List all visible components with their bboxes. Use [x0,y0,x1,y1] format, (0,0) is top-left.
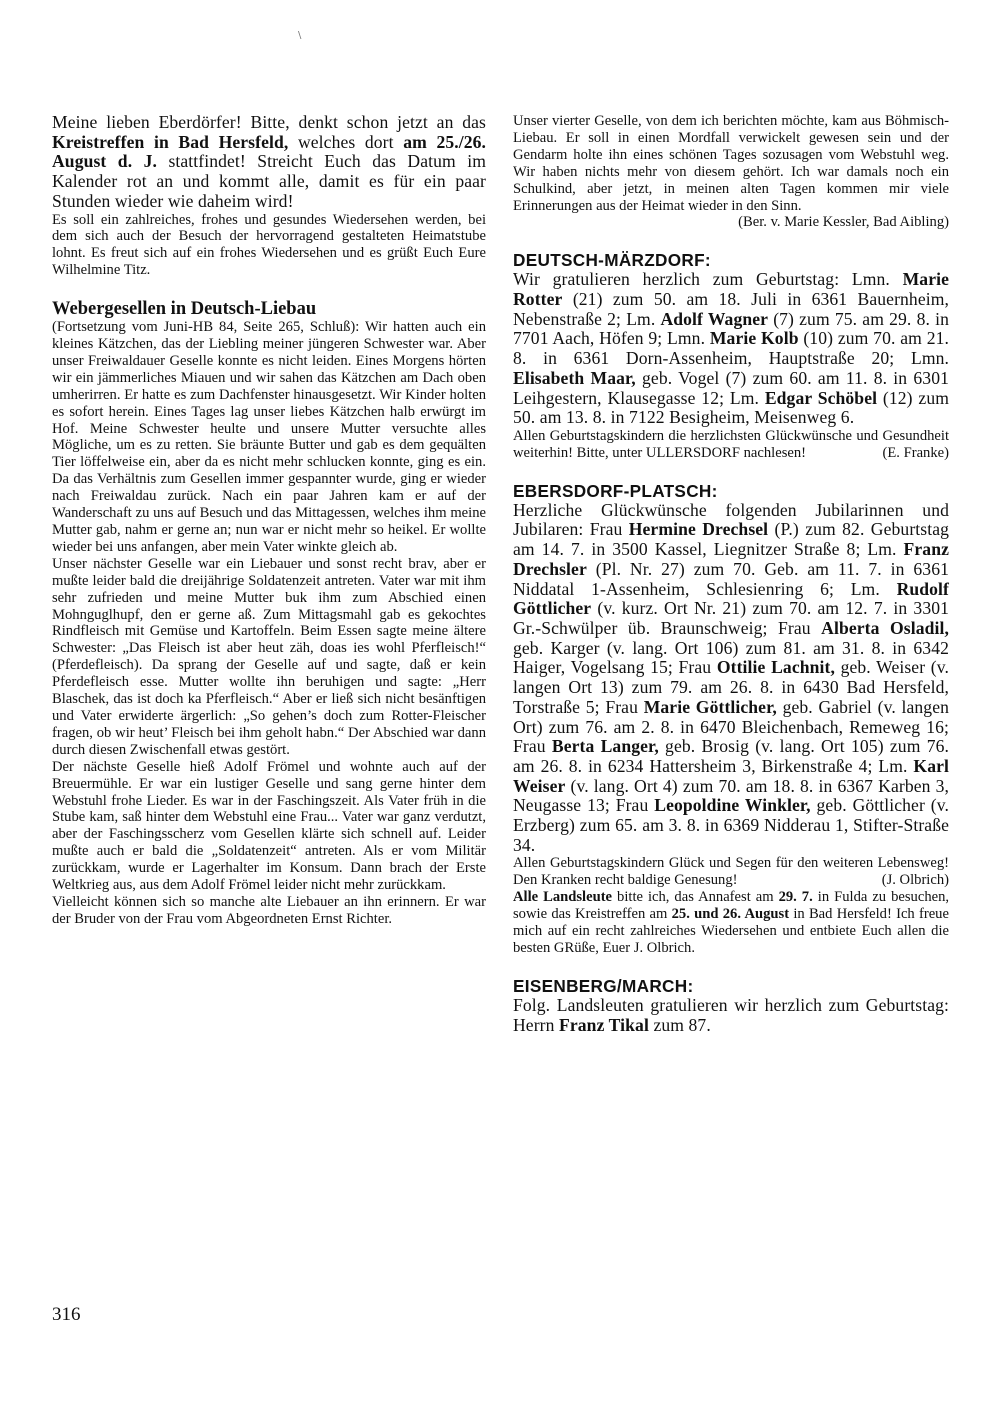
story-paragraph-4: Vielleicht können sich so manche alte Liebauer an ihn erinnern. Er war der Bruder von der Frau vom Abgeordneten Ernst Richter. [52,893,486,927]
deutsch-maerzdorf-heading: DEUTSCH-MÄRZDORF: [513,250,711,271]
left-column [52,113,486,928]
story-paragraph-2: Unser nächster Geselle war ein Liebauer und sonst recht brav, aber er mußte leider bald die dreijährige Soldatenzeit antreten. Vater war mit ihm sehr zufrieden und meine Mutter buk ihm zum Abschied einen Mohnguglhupf, den er gerne aß. Zum Mittagsmahl gab es gekochtes Rindfleisch mit Gemüse und Kartoffeln. Beim Essen sagte meine ältere Schwester: „Das Fleisch ist aber heut zäh, doas ies wohl Pferfleisch!“ (Pferdefleisch). Da sprang der Geselle auf und sagte, daß er kein Pferdefleisch esse. Mutter wollte ihn beruhigen und sagte: „Herr Blaschek, das ist doch ka Pferfleisch.“ Aber er ließ sich nicht besänftigen und Vater erwiderte ärgerlich: „So gehen’s doch zum Rotter-Fleischer fragen, ob wir heut’ Fleisch bei ihm geholt habn.“ Der Abschied war dann durch diesen Zwischenfall etwas gestört. [52,555,486,758]
eisenberg-march-birthdays: Folg. Landsleuten gratulieren wir herzlich zum Geburtstag: Herrn Franz Tikal zum 87. [513,994,949,1035]
story-paragraph-1: (Fortsetzung vom Juni-HB 84, Seite 265, Schluß): Wir hatten auch ein kleines Kätzchen, das der Liebling meiner jüngeren Schwester war. Aber unser Freiwaldauer Geselle konnte es nicht leiden. Eines Morgens hörten wir ein jämmerliches Miauen und wir sahen das Kätzchen am Dach oben umherirren. Er hatte es zum Dachfenster hinausgesetzt. Wir Kinder holten es sofort herein. Eines Tages lag unser liebes Kätzchen halb erwürgt im Hof. Meine Schwester heulte und unsere Mutter versuchte alles Mögliche, um es zu retten. Sie bräunte Butter und gab es dem gequälten Tier löffelweise ein, aber da es nicht mehr schlucken konnte, ging es ein. Da das Verhältnis zum Gesellen immer gespannter wurde, ging er wieder nach Freiwaldau zurück. Nach ein paar Jahren kam er auf der Wanderschaft zu uns auf Besuch und das Mittagessen, welches ihm meine Mutter gab, nahm er gerne an; nun war er nicht mehr so heikel. Er wollte wieder bei uns anfangen, aber mein Vater winkte gleich ab. [52,319,486,555]
page-number: 316 [52,1304,81,1325]
story-heading: Webergesellen in Deutsch-Liebau [52,299,317,320]
ebersdorf-platsch-heading: EBERSDORF-PLATSCH: [513,480,718,501]
right-column [513,113,949,1035]
deutsch-maerzdorf-wishes: Allen Geburtstagskindern die herzlichsten Glückwünsche und Gesundheit weiterhin! Bitte, unter ULLERSDORF nachlesen! (E. Franke) [513,427,949,461]
deutsch-maerzdorf-birthdays: Wir gratulieren herzlich zum Geburtstag: Lmn. Marie Rotter (21) zum 50. am 18. Juli in 6361 Bauernheim, Nebenstraße 2; Lm. Adolf Wagner (7) zum 75. am 29. 8. in 7701 Aach, Höfen 9; Lmn. Marie Kolb (10) zum 70. am 21. 8. in 6361 Dorn-Assenheim, Hauptstraße 20; Lmn. Elisabeth Maar, geb. Vogel (7) zum 60. am 11. 8. in 6301 Leihgestern, Klausegasse 12; Lm. Edgar Schöbel (12) zum 50. am 13. 8. in 7122 Besigheim, Meisenweg 6. [513,269,950,428]
ebersdorf-platsch-notice: Alle Landsleute bitte ich, das Annafest am 29. 7. in Fulda zu besuchen, sowie das Kreistreffen am 25. und 26. August in Bad Hersfeld! Ich freue mich auf ein recht zahlreiches Wiedersehen und entbiete Euch allen die besten GRüße, Euer J. Olbrich. [513,889,950,956]
ebersdorf-platsch-credit: (J. Olbrich) [881,872,949,889]
ebersdorf-platsch-wishes: Allen Geburtstagskindern Glück und Segen für den weiteren Lebensweg! Den Kranken recht baldige Genesung! (J. Olbrich) [513,855,949,889]
scan-mark: \ [298,30,302,41]
intro-greeting: Es soll ein zahlreiches, frohes und gesundes Wiedersehen werden, bei dem sich auch der Besuch der hervorragend gestalteten Heimatstube lohnt. Es freut sich auf ein frohes Wiedersehen und es grüßt Euch Eure Wilhelmine Titz. [52,211,486,279]
story-credit: (Ber. v. Marie Kessler, Bad Aibling) [738,214,949,231]
ebersdorf-platsch-birthdays: Herzliche Glückwünsche folgenden Jubilarinnen und Jubilaren: Frau Hermine Drechsel (P.) zum 82. Geburtstag am 14. 7. in 3500 Kassel, Liegnitzer Straße 8; Lm. Franz Drechsler (Pl. Nr. 27) zum 70. Geb. am 11. 7. in 6361 Niddatal 1-Assenheim, Schlesienring 6; Lm. Rudolf Göttlicher (v. kurz. Ort Nr. 21) zum 70. am 12. 7. in 3301 Gr.-Schwülper üb. Braunschweig; Frau Alberta Osladil, geb. Karger (v. lang. Ort 106) zum 81. am 31. 8. in 6342 Haiger, Vogelsang 15; Frau Ottilie Lachnit, geb. Weiser (v. langen Ort 13) zum 79. am 26. 8. in 6430 Bad Hersfeld, Torstraße 5; Frau Marie Göttlicher, geb. Gabriel (v. langen Ort) zum 76. am 2. 8. in 6470 Bleichenbach, Remeweg 16; Frau Berta Langer, geb. Brosig (v. lang. Ort 105) zum 76. am 26. 8. in 6234 Hattersheim 3, Birkenstraße 4; Lm. Karl Weiser (v. lang. Ort 4) zum 70. am 18. 8. in 6367 Karben 3, Neugasse 13; Frau Leopoldine Winkler, geb. Göttlicher (v. Erzberg) zum 65. am 3. 8. in 6369 Nidderau 1, Stifter-Straße 34. [513,499,950,855]
story-paragraph-3: Der nächste Geselle hieß Adolf Frömel und wohnte auch auf der Breuermühle. Er war ein lustiger Geselle und sang gerne hinter dem Webstuhl frohe Lieder. Es war in der Faschingszeit. Als Vater früh in die Stube kam, saß hinter dem Webstuhl eine Frau... Vater war ganz verdutzt, aber der Faschingsscherz vom Gesellen klärte sich schnell auf. Leider mußte auch er bald die „Soldatenzeit“ antreten. Als er vom Militär zurückkam, wurde er Lagerhalter im Konsum. Dann brach der Erste Weltkrieg aus, aus dem Adolf Frömel leider nicht mehr zurückkam. [52,758,486,894]
story-ending: Unser vierter Geselle, von dem ich berichten möchte, kam aus Böhmisch-Liebau. Er soll in einen Mordfall verwickelt gewesen sein und der Gendarm holte ihn eines schönen Tages sozusagen vom Webstuhl weg. Wir haben nichts mehr von diesem gehört. Ich war damals noch ein Schulkind, aber jetzt, in meinen alten Tagen kommen mir viele Erinnerungen aus der Heimat wieder in den Sinn. [513,113,949,214]
eisenberg-march-heading: EISENBERG/MARCH: [513,975,694,996]
intro-paragraph: Meine lieben Eberdörfer! Bitte, denkt schon jetzt an das Kreistreffen in Bad Hersfeld, welches dort am 25./26. August d. J. stattfindet! Streicht Euch das Datum im Kalender rot an und kommt alle, damit es für ein paar Stunden wieder wie daheim wird! [52,112,487,211]
deutsch-maerzdorf-credit: (E. Franke) [882,444,949,461]
